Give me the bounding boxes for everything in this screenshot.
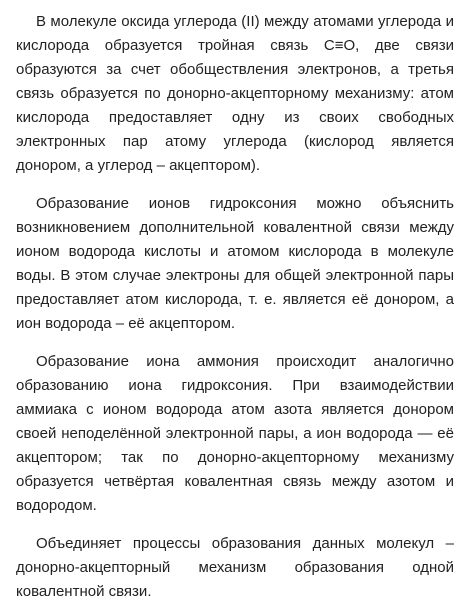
paragraph-summary: Объединяет процессы образования данных молекул – донорно-акцепторный механизм образования одной ковалентной связи. (16, 535, 454, 600)
paragraph-ammonium: Образование иона аммония происходит аналогично образованию иона гидроксония. При взаимодействии аммиака с ионом водорода атом азота является донором своей неподелённой электронной пары, а ион водорода — её акцептором; так по донорно-акцепторному механизму образуется четвёртая ковалентная связь между азотом и водородом. (16, 353, 454, 514)
paragraph-carbon-monoxide: В молекуле оксида углерода (II) между атомами углерода и кислорода образуется тройная связь C≡O, две связи образуются за счет обобществления электронов, а третья связь образуется по донорно-акцепторному механизму: атом кислорода предоставляет одну из своих свободных электронных пар атому углерода (кислород является донором, а углерод – акцептором). (16, 13, 454, 174)
paragraph-hydronium: Образование ионов гидроксония можно объяснить возникновением дополнительной ковалентной связи между ионом водорода кислоты и атомом кислорода в молекуле воды. В этом случае электроны для общей электронной пары предоставляет атом кислорода, т. е. является её донором, а ион водорода – её акцептором. (16, 195, 454, 332)
